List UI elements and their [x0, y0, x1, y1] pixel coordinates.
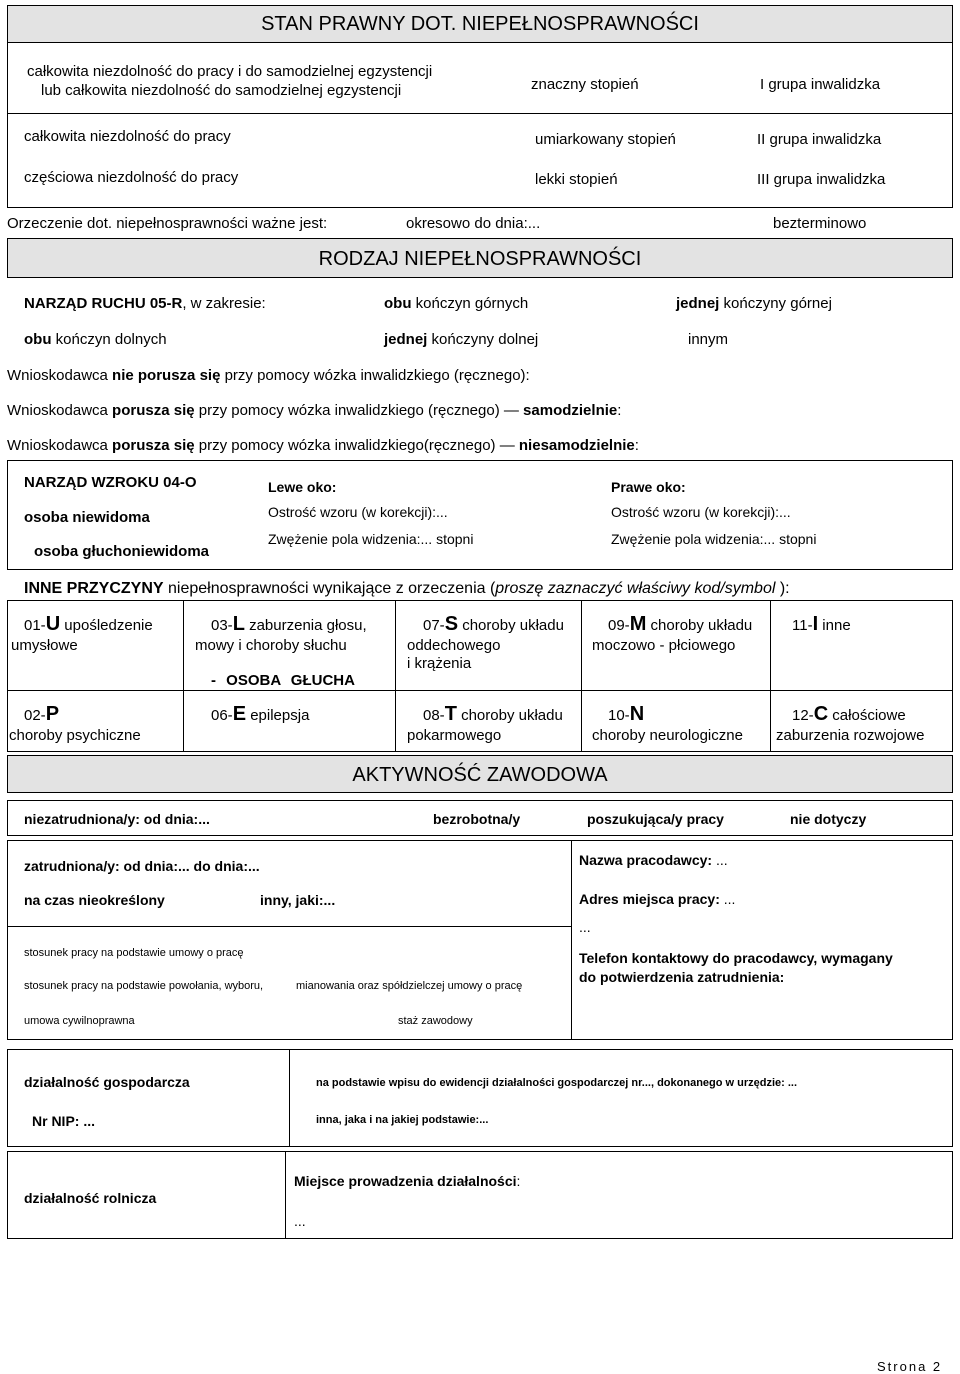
- code-08-t[interactable]: 08-T choroby układu: [423, 703, 563, 725]
- code-09-line2: moczowo - płciowego: [592, 637, 736, 654]
- telefon-label-l2: do potwierdzenia zatrudnienia:: [579, 969, 785, 985]
- stan-row1-line1: całkowita niezdolność do pracy i do samodzielnej egzystencji: [27, 63, 433, 80]
- option-innym[interactable]: innym: [688, 331, 729, 348]
- stan-row1-line2: lub całkowita niezdolność do samodzielnej egzystencji: [41, 82, 402, 99]
- narzad-wzroku-label: NARZĄD WZROKU 04-O: [24, 474, 197, 491]
- code-10-n[interactable]: 10-N: [608, 703, 645, 725]
- miejsce-prowadzenia-field[interactable]: ...: [294, 1213, 306, 1229]
- option-obu-konczyn-gornych[interactable]: obu kończyn górnych: [384, 295, 529, 312]
- option-niezatrudniona[interactable]: niezatrudniona/y: od dnia:...: [24, 811, 210, 827]
- code-03-line2: mowy i choroby słuchu: [195, 637, 347, 654]
- telefon-label-l1: Telefon kontaktowy do pracodawcy, wymagany: [579, 950, 893, 966]
- inne-przyczyny-label: INNE PRZYCZYNY niepełnosprawności wynikające z orzeczenia (proszę zaznaczyć właściwy kod/symbol ):: [24, 580, 790, 597]
- lewe-ostrosc-field[interactable]: Ostrość wzoru (w korekcji):...: [268, 504, 448, 520]
- prawe-zwezenie-field[interactable]: Zwężenie pola widzenia:... stopni: [611, 531, 817, 547]
- prawe-ostrosc-field[interactable]: Ostrość wzoru (w korekcji):...: [611, 504, 791, 520]
- option-powolania[interactable]: stosunek pracy na podstawie powołania, wyboru,: [24, 980, 264, 992]
- inna-podstawa-field[interactable]: inna, jaka i na jakiej podstawie:...: [316, 1114, 489, 1126]
- page-number: Strona 2: [877, 1359, 943, 1374]
- stan-row2: całkowita niezdolność do pracy: [24, 128, 231, 145]
- section-title: RODZAJ NIEPEŁNOSPRAWNOŚCI: [318, 248, 642, 270]
- code-03-osoba-glucha[interactable]: - OSOBA GŁUCHA: [211, 672, 355, 689]
- code-01-u[interactable]: 01-U upośledzenie: [24, 613, 153, 635]
- option-umiarkowany-stopien[interactable]: umiarkowany stopień: [535, 131, 676, 148]
- nazwa-pracodawcy-field[interactable]: Nazwa pracodawcy: ...: [579, 852, 728, 868]
- option-dzialalnosc-gospodarcza[interactable]: działalność gospodarcza: [24, 1074, 190, 1090]
- option-obu-konczyn-dolnych[interactable]: obu kończyn dolnych: [24, 331, 167, 348]
- code-10-line2: choroby neurologiczne: [592, 727, 743, 744]
- code-02-p[interactable]: 02-P: [24, 703, 60, 725]
- adres-pracy-field[interactable]: Adres miejsca pracy: ...: [579, 891, 736, 907]
- adres-continuation[interactable]: ...: [579, 919, 591, 935]
- code-07-line2: oddechowego: [407, 637, 501, 654]
- wniosek-niesamodzielnie[interactable]: Wnioskodawca porusza się przy pomocy wózka inwalidzkiego(ręcznego) ― niesamodzielnie:: [7, 437, 639, 454]
- section-title: STAN PRAWNY DOT. NIEPEŁNOSPRAWNOŚCI: [261, 13, 699, 35]
- option-poszukujaca[interactable]: poszukująca/y pracy: [587, 811, 724, 827]
- code-07-line3: i krążenia: [407, 655, 472, 672]
- code-02-line2: choroby psychiczne: [9, 727, 141, 744]
- option-ii-grupa[interactable]: II grupa inwalidzka: [757, 131, 882, 148]
- option-jednej-konczyny-dolnej[interactable]: jednej kończyny dolnej: [384, 331, 539, 348]
- option-staz-zawodowy[interactable]: staż zawodowy: [398, 1015, 473, 1027]
- wniosek-samodzielnie[interactable]: Wnioskodawca porusza się przy pomocy wózka inwalidzkiego (ręcznego) ― samodzielnie:: [7, 402, 622, 419]
- section-header-rodzaj: [7, 238, 953, 278]
- orzeczenie-label: Orzeczenie dot. niepełnosprawności ważne jest:: [7, 215, 328, 232]
- wniosek-nie-porusza[interactable]: Wnioskodawca nie porusza się przy pomocy wózka inwalidzkiego (ręcznego):: [7, 367, 530, 384]
- option-nieokreslony[interactable]: na czas nieokreślony: [24, 892, 165, 908]
- dzialalnosc-gospodarcza-box: [7, 1049, 953, 1147]
- option-zatrudniona[interactable]: zatrudniona/y: od dnia:... do dnia:...: [24, 858, 260, 874]
- option-bezterminowo[interactable]: bezterminowo: [773, 215, 867, 232]
- section-title: AKTYWNOŚĆ ZAWODOWA: [352, 764, 608, 786]
- lewe-oko-label: Lewe oko:: [268, 479, 337, 495]
- prawe-oko-label: Prawe oko:: [611, 479, 686, 495]
- code-12-line2: zaburzenia rozwojowe: [776, 727, 925, 744]
- code-03-l[interactable]: 03-L zaburzenia głosu,: [211, 613, 367, 635]
- option-nie-dotyczy[interactable]: nie dotyczy: [790, 811, 867, 827]
- narzad-ruchu-label: NARZĄD RUCHU 05-R, w zakresie:: [24, 295, 266, 312]
- option-osoba-gluchoniewidoma[interactable]: osoba głuchoniewidoma: [34, 543, 210, 560]
- nip-field[interactable]: Nr NIP: ...: [32, 1113, 96, 1129]
- stan-row3: częściowa niezdolność do pracy: [24, 169, 239, 186]
- code-12-c[interactable]: 12-C całościowe: [792, 703, 906, 725]
- code-07-s[interactable]: 07-S choroby układu: [423, 613, 564, 635]
- option-znaczny-stopien[interactable]: znaczny stopień: [531, 76, 639, 93]
- option-i-grupa[interactable]: I grupa inwalidzka: [760, 76, 881, 93]
- code-01-line2: umysłowe: [11, 637, 78, 654]
- option-osoba-niewidoma[interactable]: osoba niewidoma: [24, 509, 150, 526]
- section-header-stan-prawny: [7, 5, 953, 43]
- option-inny-jaki[interactable]: inny, jaki:...: [260, 892, 336, 908]
- option-iii-grupa[interactable]: III grupa inwalidzka: [757, 171, 886, 188]
- option-mianowania[interactable]: mianowania oraz spółdzielczej umowy o pracę: [296, 980, 523, 992]
- option-umowa-o-prace[interactable]: stosunek pracy na podstawie umowy o pracę: [24, 947, 244, 959]
- code-06-e[interactable]: 06-E epilepsja: [211, 703, 310, 725]
- option-jednej-konczyny-gornej[interactable]: jednej kończyny górnej: [676, 295, 832, 312]
- code-11-i[interactable]: 11-I inne: [792, 613, 851, 635]
- code-09-m[interactable]: 09-M choroby układu: [608, 613, 753, 635]
- option-umowa-cywilnoprawna[interactable]: umowa cywilnoprawna: [24, 1015, 135, 1027]
- option-lekki-stopien[interactable]: lekki stopień: [535, 171, 618, 188]
- option-bezrobotna[interactable]: bezrobotna/y: [433, 811, 521, 827]
- miejsce-prowadzenia-label: Miejsce prowadzenia działalności:: [294, 1173, 521, 1189]
- lewe-zwezenie-field[interactable]: Zwężenie pola widzenia:... stopni: [268, 531, 474, 547]
- code-08-line2: pokarmowego: [407, 727, 502, 744]
- section-header-aktywnosc: [7, 755, 953, 793]
- option-dzialalnosc-rolnicza[interactable]: działalność rolnicza: [24, 1190, 157, 1206]
- option-okresowo[interactable]: okresowo do dnia:...: [406, 215, 541, 232]
- ewidencja-field[interactable]: na podstawie wpisu do ewidencji działalności gospodarczej nr..., dokonanego w urzędzie: ...: [316, 1077, 798, 1089]
